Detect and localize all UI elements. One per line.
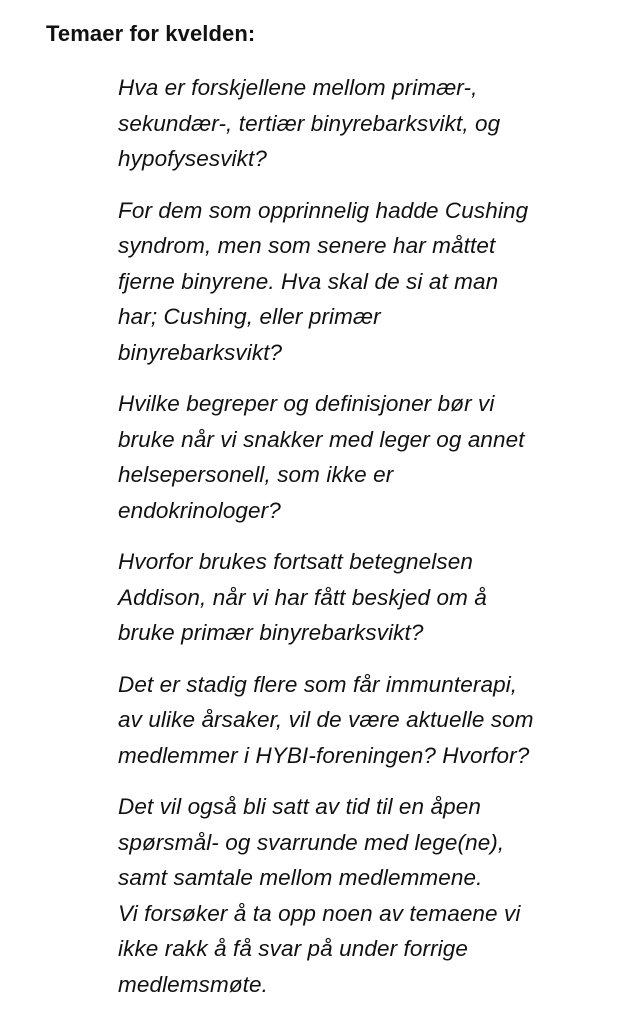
topic-line: fjerne binyrene. Hva skal de si at man [118,268,499,294]
topic-line: spørsmål- og svarrunde med lege(ne), [118,829,505,855]
topic-line: bruke når vi snakker med leger og annet [118,426,525,452]
topic-item [118,544,619,651]
topic-line: samt samtale mellom medlemmene. [118,865,483,890]
topic-list [118,70,619,1002]
topic-line: ikke rakk å få svar på under forrige [118,936,469,961]
topic-item [118,70,619,177]
topic-line: Addison, når vi har fått beskjed om å [118,584,487,610]
topic-line: Hvilke begreper og definisjoner bør vi [118,391,495,416]
page-title: Temaer for kvelden: [46,21,256,46]
topic-line: Det vil også bli satt av tid til en åpen [118,794,481,819]
topic-line: hypofysesvikt? [118,146,267,171]
topic-line: bruke primær binyrebarksvikt? [118,620,424,645]
topic-line: syndrom, men som senere har måttet [118,233,496,258]
topic-line: av ulike årsaker, vil de være aktuelle som [118,707,534,732]
topic-item [118,193,619,371]
topic-line: helsepersonell, som ikke er [118,462,394,487]
topic-line: endokrinologer? [118,497,281,523]
topic-line: binyrebarksvikt? [118,339,283,365]
topic-line: medlemmer i HYBI-foreningen? Hvorfor? [118,742,530,768]
topic-item [118,789,619,1002]
topic-line: medlemsmøte. [118,971,268,997]
topic-line: Hvorfor brukes fortsatt betegnelsen [118,549,473,574]
topic-line: Det er stadig flere som får immunterapi, [118,671,518,697]
topic-line: Vi forsøker å ta opp noen av temaene vi [118,900,521,926]
topic-line: Hva er forskjellene mellom primær-, [118,75,478,100]
topic-item [118,667,619,774]
topic-line: har; Cushing, eller primær [118,304,381,329]
topic-line: For dem som opprinnelig hadde Cushing [118,197,529,223]
topic-line: sekundær-, tertiær binyrebarksvikt, og [118,110,501,136]
topic-item [118,386,619,528]
